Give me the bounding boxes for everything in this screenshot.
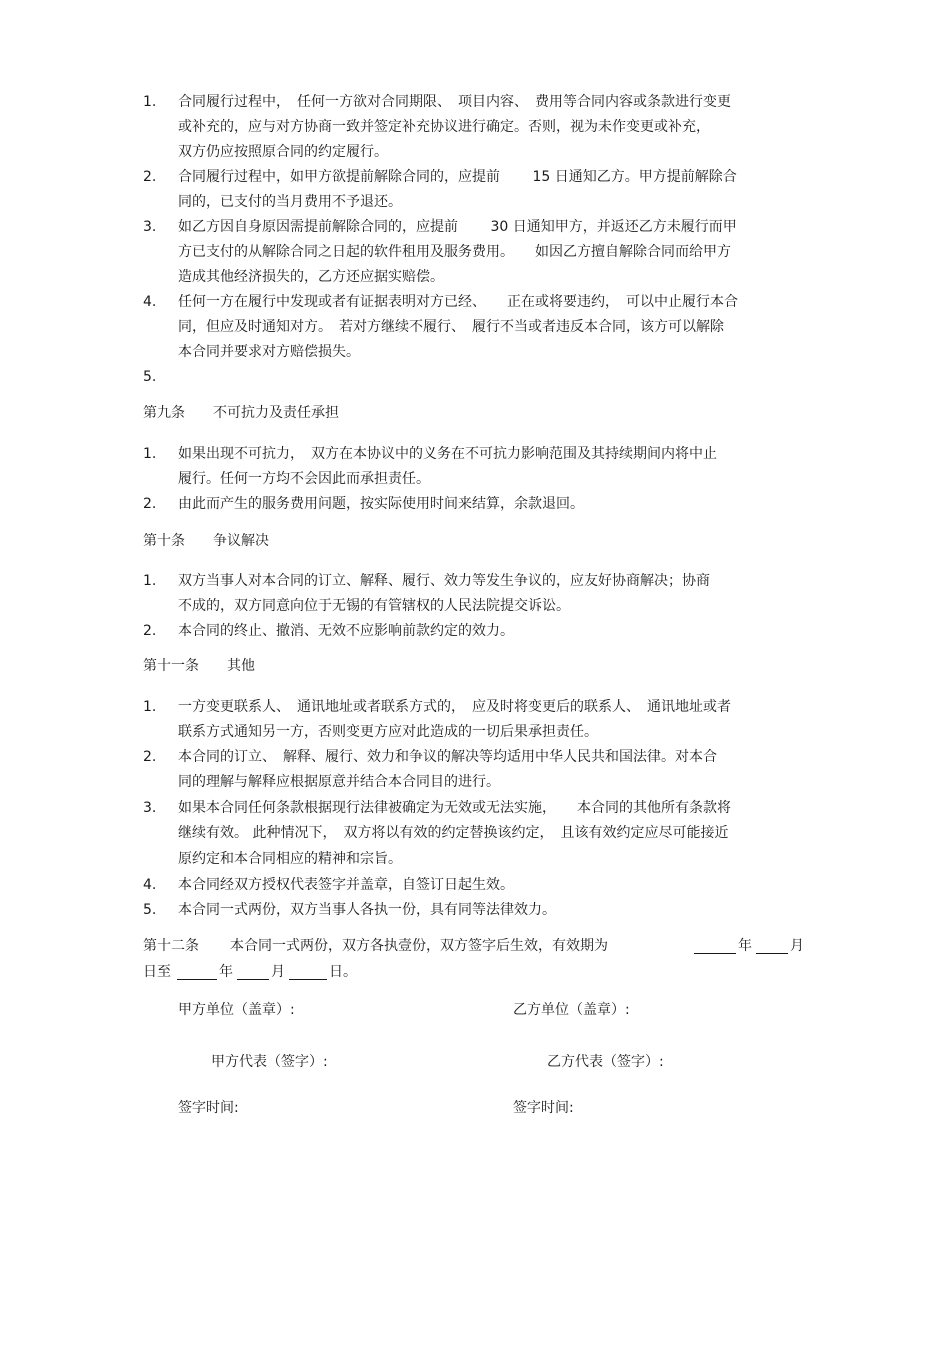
item-text-line: 同的，已支付的当月费用不予退还。: [178, 194, 402, 210]
article12-text: 本合同一式两份，双方各执壹份，双方签字后生效，有效期为: [230, 938, 608, 954]
end-month-blank: [237, 965, 269, 980]
item-text-line: 本合同一式两份，双方当事人各执一份，具有同等法律效力。: [178, 902, 556, 918]
item-text-line: 履行。任何一方均不会因此而承担责任。: [178, 471, 430, 487]
end-year-label: 年: [219, 964, 233, 980]
item-text-line: 任何一方在履行中发现或者有证据表明对方已经、 正在或将要违约， 可以中止履行本合: [178, 294, 738, 310]
item-number: 1.: [143, 573, 157, 589]
sign-time-b-label: 签字时间:: [513, 1100, 574, 1116]
party-a-unit-label: 甲方单位（盖章）:: [178, 1002, 295, 1018]
year-blank: [694, 939, 736, 954]
item-text-line: 不成的，双方同意向位于无锡的有管辖权的人民法院提交诉讼。: [178, 598, 570, 614]
item-number: 2.: [143, 749, 157, 765]
item-text-line: 一方变更联系人、 通讯地址或者联系方式的， 应及时将变更后的联系人、 通讯地址或者: [178, 699, 731, 715]
item-text-line: 原约定和本合同相应的精神和宗旨。: [178, 851, 402, 867]
item-text-line: 合同履行过程中，如甲方欲提前解除合同的，应提前 15 日通知乙方。甲方提前解除合: [178, 169, 737, 185]
item-number: 2.: [143, 623, 157, 639]
article12-label: 第十二条: [143, 938, 199, 954]
end-day-label: 日。: [329, 964, 357, 980]
end-month-label: 月: [271, 964, 285, 980]
item-text-line: 同的理解与解释应根据原意并结合本合同目的进行。: [178, 774, 500, 790]
item-number: 2.: [143, 496, 157, 512]
article10-heading: 第十条 争议解决: [143, 533, 269, 549]
item-text-line: 本合同并要求对方赔偿损失。: [178, 344, 360, 360]
item-text-line: 方已支付的从解除合同之日起的软件租用及服务费用。 如因乙方擅自解除合同而给甲方: [178, 244, 731, 260]
month-blank: [756, 939, 788, 954]
item-number: 4.: [143, 877, 157, 893]
item-text-line: 继续有效。 此种情况下， 双方将以有效的约定替换该约定， 且该有效约定应尽可能接近: [178, 825, 729, 841]
item-text-line: 本合同经双方授权代表签字并盖章，自签订日起生效。: [178, 877, 514, 893]
item-number: 3.: [143, 800, 157, 816]
item-number: 1.: [143, 94, 157, 110]
item-text-line: 由此而产生的服务费用问题，按实际使用时间来结算，余款退回。: [178, 496, 584, 512]
article11-heading: 第十一条 其他: [143, 658, 255, 674]
item-text-line: 联系方式通知另一方，否则变更方应对此造成的一切后果承担责任。: [178, 724, 598, 740]
item-number: 2.: [143, 169, 157, 185]
item-text-line: 本合同的订立、 解释、履行、效力和争议的解决等均适用中华人民共和国法律。对本合: [178, 749, 717, 765]
item-text-line: 合同履行过程中， 任何一方欲对合同期限、 项目内容、 费用等合同内容或条款进行变更: [178, 94, 731, 110]
item-number: 1.: [143, 699, 157, 715]
item-number: 1.: [143, 446, 157, 462]
item-text-line: 双方仍应按照原合同的约定履行。: [178, 144, 388, 160]
item-text-line: 如乙方因自身原因需提前解除合同的，应提前 30 日通知甲方，并返还乙方未履行而甲: [178, 219, 737, 235]
article9-heading: 第九条 不可抗力及责任承担: [143, 405, 339, 421]
month-label: 月: [790, 938, 804, 954]
item-text-line: 本合同的终止、撤消、无效不应影响前款约定的效力。: [178, 623, 514, 639]
item-number: 4.: [143, 294, 157, 310]
item-text-line: 双方当事人对本合同的订立、解释、履行、效力等发生争议的，应友好协商解决；协商: [178, 573, 710, 589]
party-b-unit-label: 乙方单位（盖章）:: [513, 1002, 630, 1018]
item-text-line: 或补充的，应与对方协商一致并签定补充协议进行确定。否则，视为未作变更或补充，: [178, 119, 710, 135]
item-text-line: 同，但应及时通知对方。 若对方继续不履行、 履行不当或者违反本合同，该方可以解除: [178, 319, 724, 335]
item-number: 5.: [143, 369, 157, 385]
party-b-rep-label: 乙方代表（签字）:: [547, 1054, 664, 1070]
item-text-line: 如果出现不可抗力， 双方在本协议中的义务在不可抗力影响范围及其持续期间内将中止: [178, 446, 717, 462]
item-number: 3.: [143, 219, 157, 235]
year-label: 年: [738, 938, 752, 954]
date-from-end-label: 日至: [143, 964, 171, 980]
party-a-rep-label: 甲方代表（签字）:: [211, 1054, 328, 1070]
item-text-line: 造成其他经济损失的，乙方还应据实赔偿。: [178, 269, 444, 285]
item-text-line: 如果本合同任何条款根据现行法律被确定为无效或无法实施， 本合同的其他所有条款将: [178, 800, 731, 816]
sign-time-a-label: 签字时间:: [178, 1100, 239, 1116]
item-number: 5.: [143, 902, 157, 918]
end-day-blank: [289, 965, 327, 980]
end-year-blank: [177, 965, 217, 980]
